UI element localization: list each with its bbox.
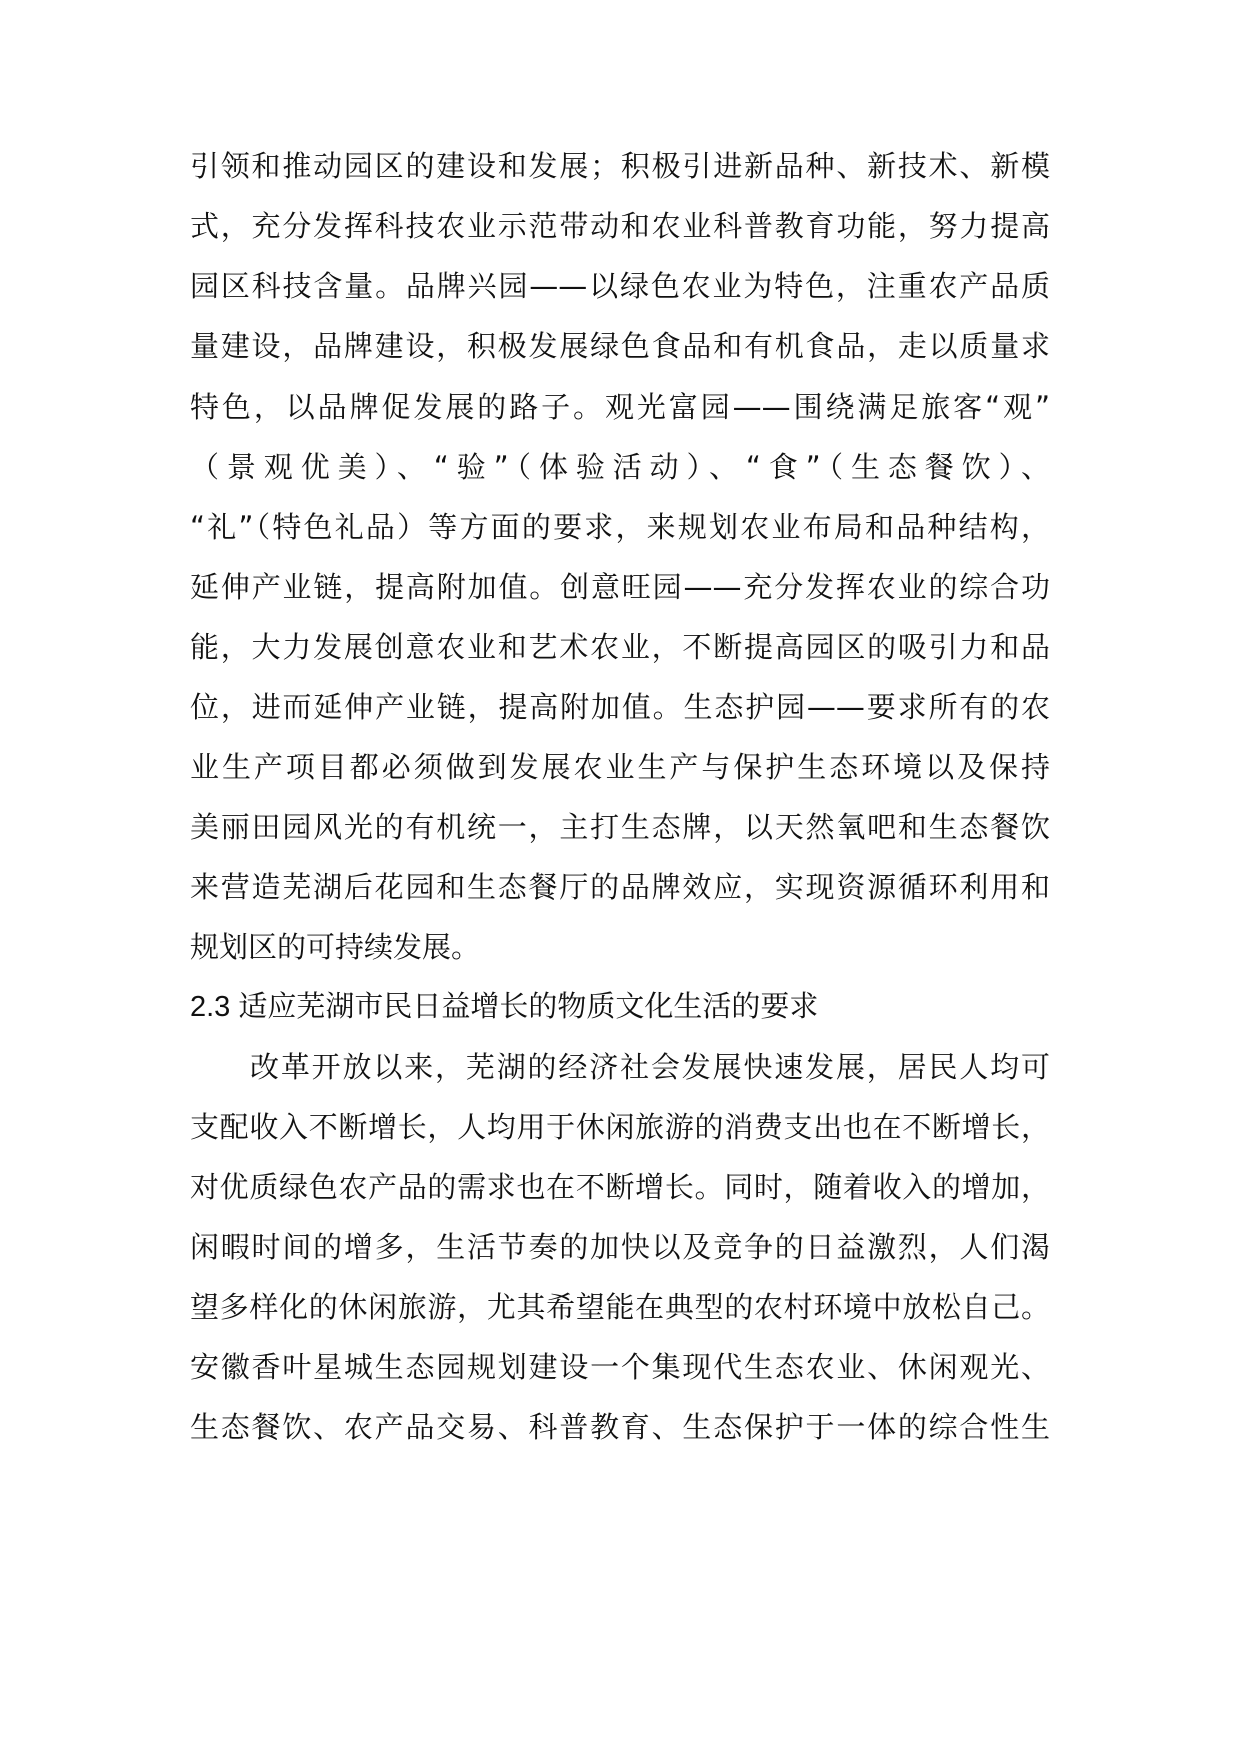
paragraph-line: 量建设，品牌建设，积极发展绿色食品和有机食品，走以质量求 xyxy=(190,329,1050,363)
paragraph-line: 安徽香叶星城生态园规划建设一个集现代生态农业、休闲观光、 xyxy=(190,1350,1050,1384)
paragraph-line: 望多样化的休闲旅游，尤其希望能在典型的农村环境中放松自己。 xyxy=(190,1290,1050,1324)
section-heading: 2.3 适应芜湖市民日益增长的物质文化生活的要求 xyxy=(190,991,819,1023)
paragraph-line: 特色，以品牌促发展的路子。观光富园——围绕满足旅客“观” xyxy=(190,390,1050,424)
paragraph-line: （景观优美）、“验”（体验活动）、“食”（生态餐饮）、 xyxy=(190,450,1050,484)
paragraph-line: 支配收入不断增长，人均用于休闲旅游的消费支出也在不断增长， xyxy=(190,1110,1050,1144)
paragraph-line: 引领和推动园区的建设和发展；积极引进新品种、新技术、新模 xyxy=(190,149,1050,183)
paragraph-line: 对优质绿色农产品的需求也在不断增长。同时，随着收入的增加， xyxy=(190,1170,1050,1204)
paragraph-line: 园区科技含量。品牌兴园——以绿色农业为特色，注重农产品质 xyxy=(190,269,1050,303)
paragraph-line: 生态餐饮、农产品交易、科普教育、生态保护于一体的综合性生 xyxy=(190,1410,1050,1444)
paragraph-line: 业生产项目都必须做到发展农业生产与保护生态环境以及保持 xyxy=(190,750,1050,784)
paragraph-line: 闲暇时间的增多，生活节奏的加快以及竞争的日益激烈，人们渴 xyxy=(190,1230,1050,1264)
paragraph-line: “礼”（特色礼品）等方面的要求，来规划农业布局和品种结构， xyxy=(190,510,1050,544)
paragraph-line: 来营造芜湖后花园和生态餐厅的品牌效应，实现资源循环利用和 xyxy=(190,870,1050,904)
paragraph-line: 能，大力发展创意农业和艺术农业，不断提高园区的吸引力和品 xyxy=(190,630,1050,664)
paragraph-line: 延伸产业链，提高附加值。创意旺园——充分发挥农业的综合功 xyxy=(190,570,1050,604)
paragraph-line: 式，充分发挥科技农业示范带动和农业科普教育功能，努力提高 xyxy=(190,209,1050,243)
paragraph-line: 改革开放以来，芜湖的经济社会发展快速发展，居民人均可 xyxy=(250,1050,1050,1084)
paragraph-line: 美丽田园风光的有机统一，主打生态牌，以天然氧吧和生态餐饮 xyxy=(190,810,1050,844)
paragraph-line: 位，进而延伸产业链，提高附加值。生态护园——要求所有的农 xyxy=(190,690,1050,724)
paragraph-line: 规划区的可持续发展。 xyxy=(190,930,481,964)
